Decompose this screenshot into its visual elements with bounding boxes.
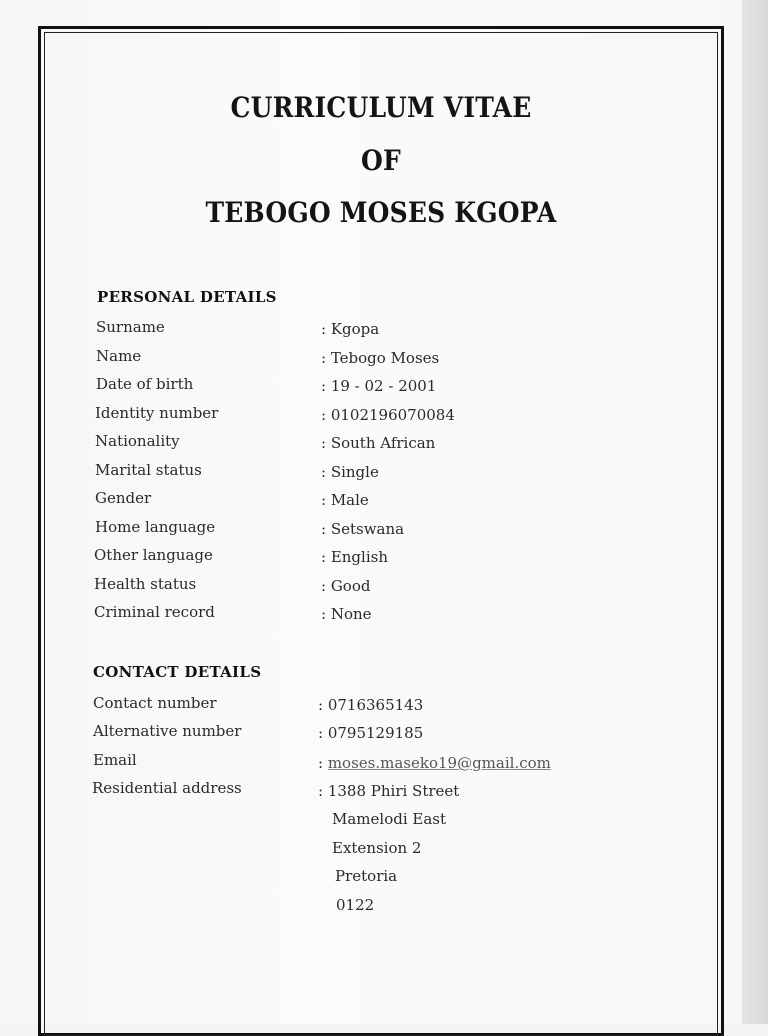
other-language-label: Other language [94,546,213,564]
dob-value: : 19 - 02 - 2001 [321,377,437,395]
address-line-2: Mamelodi East [332,810,447,828]
surname-value: : Kgopa [321,320,380,338]
residential-address-value: : 1388 Phiri Street [318,782,460,800]
health-status-label: Health status [94,575,197,593]
address-line-4: Pretoria [335,867,398,885]
nationality-value: : South African [321,434,436,452]
identity-number-label: Identity number [95,404,219,422]
marital-status-value: : Single [321,463,379,481]
home-language-label: Home language [95,518,216,536]
alternative-number-value: : 0795129185 [318,724,424,742]
nationality-label: Nationality [95,432,180,450]
health-status-value: : Good [321,577,371,595]
contact-number-label: Contact number [93,694,217,712]
address-line-5: 0122 [336,896,375,914]
email-value [318,754,551,772]
contact-number-value: : 0716365143 [318,696,424,714]
identity-number-value: : 0102196070084 [321,406,455,424]
gender-value: : Male [321,491,369,509]
email-colon: : [318,754,328,772]
name-label: Name [96,347,142,365]
criminal-record-label: Criminal record [94,603,215,621]
address-line-3: Extension 2 [332,839,422,857]
home-language-value: : Setswana [321,520,405,538]
criminal-record-value: : None [321,605,372,623]
contact-details-heading: CONTACT DETAILS [93,663,262,681]
title-line-2: OF [361,144,401,177]
name-value: : Tebogo Moses [321,349,440,367]
title-line-1: CURRICULUM VITAE [230,91,532,124]
surname-label: Surname [96,318,165,336]
gender-label: Gender [95,489,152,507]
title-line-3: TEBOGO MOSES KGOPA [205,196,557,229]
email-link[interactable]: moses.maseko19@gmail.com [327,754,551,772]
personal-details-heading: PERSONAL DETAILS [97,288,277,306]
email-label: Email [93,751,137,769]
marital-status-label: Marital status [95,461,202,479]
residential-address-label: Residential address [92,779,242,797]
other-language-value: : English [321,548,388,566]
page-edge-shadow [742,0,768,1024]
alternative-number-label: Alternative number [93,722,242,740]
dob-label: Date of birth [96,375,194,393]
